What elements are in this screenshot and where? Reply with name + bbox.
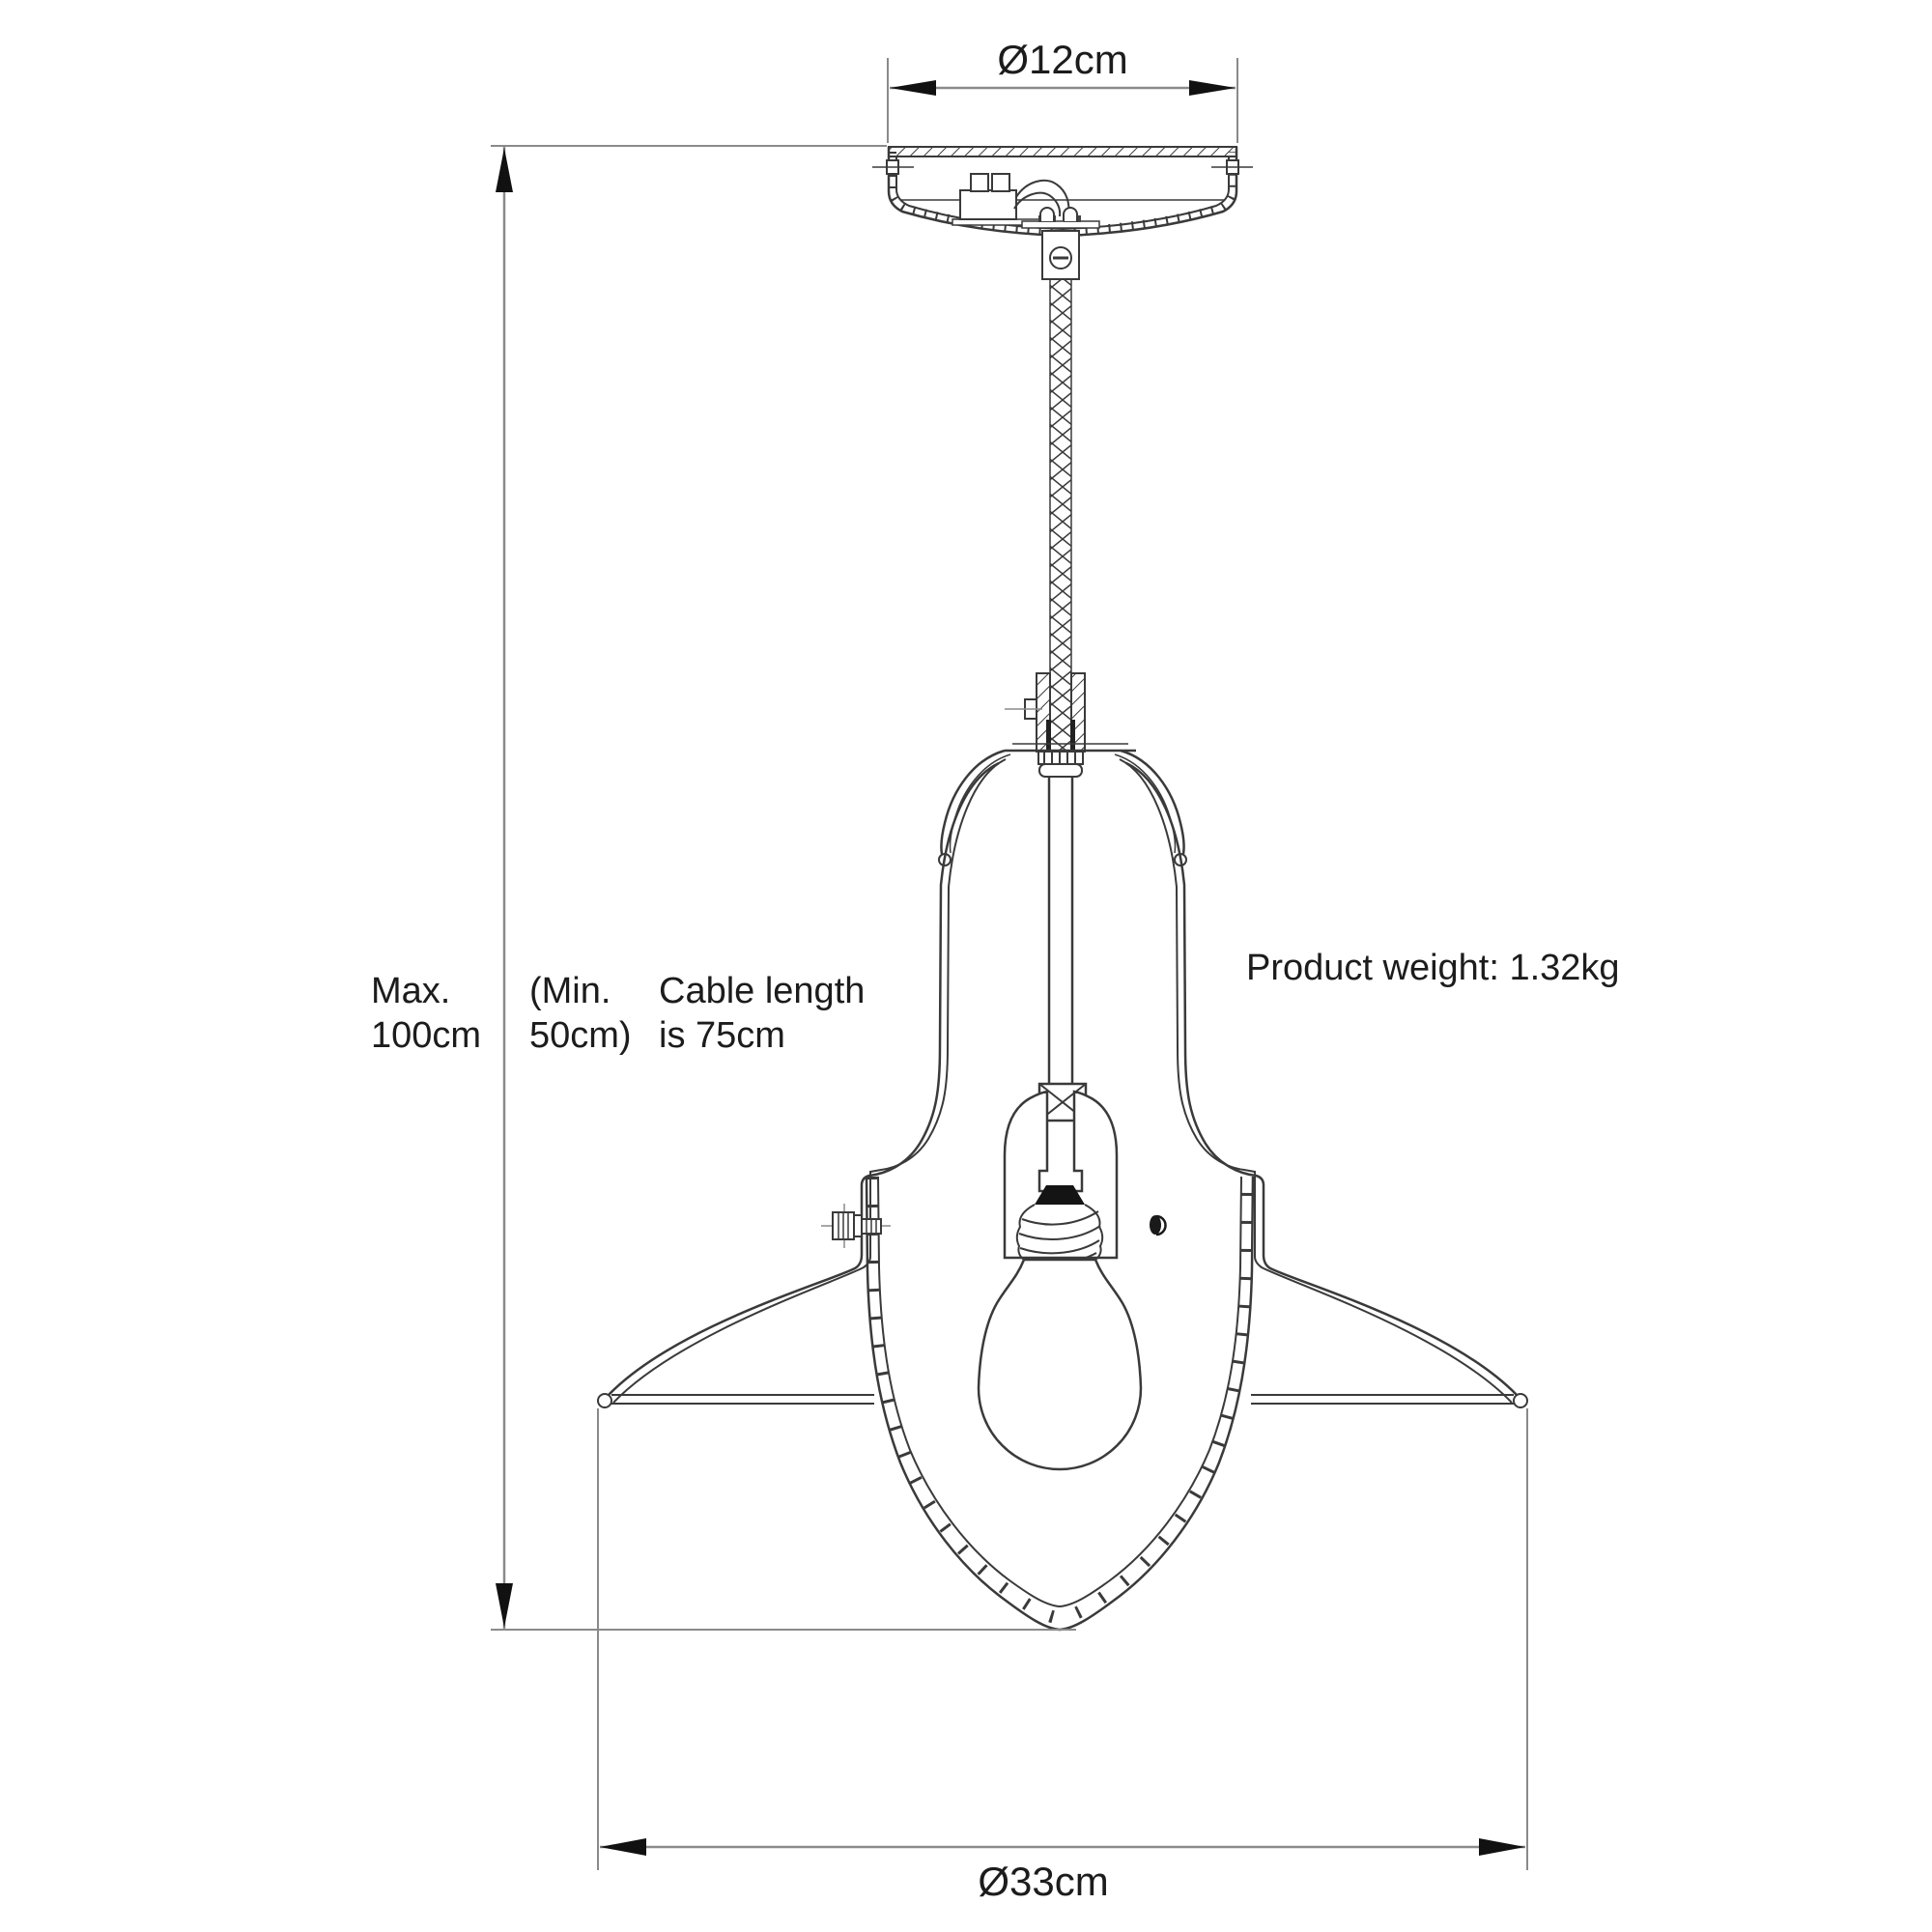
min-drop-label-line1: (Min. bbox=[529, 971, 611, 1011]
light-bulb bbox=[979, 1260, 1141, 1469]
min-drop-label-line2: 50cm) bbox=[529, 1015, 632, 1056]
arrowhead-up-icon bbox=[496, 148, 513, 192]
terminal-block bbox=[960, 190, 1016, 219]
shade-diameter-label: Ø33cm bbox=[978, 1859, 1109, 1904]
strain-relief-ferrule bbox=[1005, 673, 1085, 777]
product-weight-label: Product weight: 1.32kg bbox=[1246, 948, 1620, 988]
dim-shade-diameter bbox=[598, 1408, 1527, 1904]
arrowhead-right-icon bbox=[1189, 80, 1236, 96]
bulb-contact-cap bbox=[1035, 1185, 1085, 1205]
max-drop-label-line1: Max. bbox=[371, 971, 451, 1011]
dim-canopy-diameter bbox=[888, 37, 1237, 143]
braided-cable bbox=[1050, 279, 1071, 752]
cable-length-label-line1: Cable length bbox=[659, 971, 866, 1011]
arrowhead-left-icon bbox=[890, 80, 936, 96]
side-screw-head bbox=[1150, 1215, 1161, 1235]
terminal-tab-1 bbox=[971, 174, 988, 191]
rim-rolled-edge-right bbox=[1514, 1394, 1527, 1407]
arrowhead-down-icon bbox=[496, 1583, 513, 1628]
rim-rolled-edge-left bbox=[598, 1394, 611, 1407]
collar-washer bbox=[1039, 764, 1082, 777]
suspension-cable bbox=[1050, 279, 1071, 752]
thumbscrew-washer bbox=[854, 1215, 862, 1236]
grip-jaw-left bbox=[1046, 720, 1051, 752]
cowl-inner-right bbox=[1115, 754, 1176, 853]
cable-length-label-line2: is 75cm bbox=[659, 1015, 785, 1056]
ceiling-canopy-section bbox=[872, 147, 1253, 279]
lampholder-assembly bbox=[979, 776, 1141, 1469]
canopy-diameter-label: Ø12cm bbox=[997, 37, 1128, 82]
arrowhead-left-icon bbox=[600, 1838, 646, 1856]
clamp-bolt-left bbox=[1040, 208, 1054, 221]
dim-drop-height bbox=[371, 146, 1076, 1630]
clamp-bolt-right bbox=[1064, 208, 1077, 221]
grip-jaw-right bbox=[1070, 720, 1075, 752]
terminal-tab-2 bbox=[992, 174, 1009, 191]
canopy-top-plate bbox=[889, 147, 1236, 156]
weight-annotation bbox=[1246, 948, 1620, 988]
max-drop-label-line2: 100cm bbox=[371, 1015, 482, 1056]
cable-clamp-plate bbox=[1022, 221, 1099, 228]
cowl-inner-left bbox=[950, 754, 1010, 853]
arrowhead-right-icon bbox=[1479, 1838, 1525, 1856]
